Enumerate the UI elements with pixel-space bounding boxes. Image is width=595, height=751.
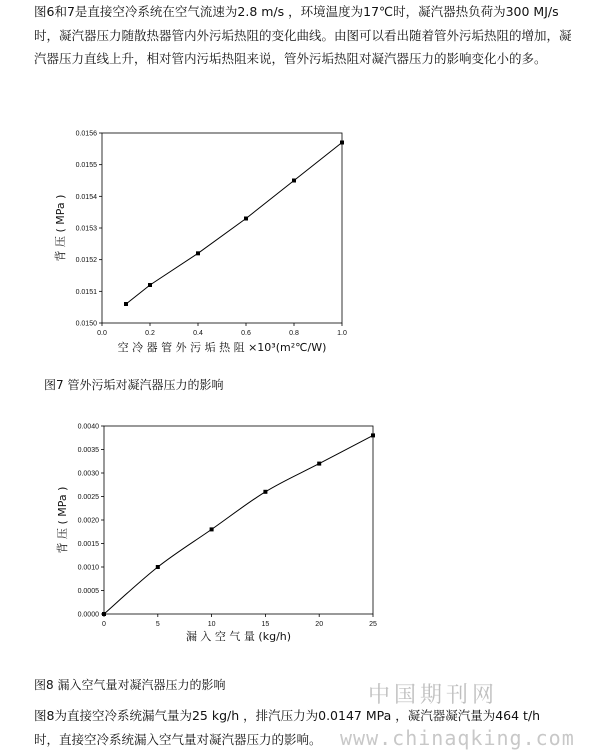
- x-tick-label: 20: [315, 621, 324, 628]
- data-point: [340, 141, 344, 145]
- x-tick-label: 0.2: [145, 330, 155, 337]
- y-tick-label: 0.0025: [77, 494, 99, 501]
- x-tick-label: 0: [102, 621, 106, 628]
- watermark-site-name: 中国期刊网: [368, 683, 499, 708]
- x-axis-label: 空 冷 器 管 外 污 垢 热 阻 ×10³(m²℃/W): [117, 341, 327, 354]
- y-tick-label: 0.0156: [75, 130, 97, 138]
- y-axis-label: 背 压 ( MPa ): [56, 486, 69, 554]
- x-tick-label: 0.4: [193, 330, 203, 337]
- y-tick-label: 0.0035: [77, 447, 99, 454]
- x-tick-label: 15: [261, 621, 270, 628]
- y-tick-label: 0.0155: [75, 162, 97, 170]
- figure-7-caption: 图7 管外污垢对凝汽器压力的影响: [44, 378, 224, 392]
- x-tick-label: 25: [369, 621, 377, 628]
- x-axis-label: 漏 入 空 气 量 (kg/h): [185, 630, 292, 643]
- y-tick-label: 0.0005: [77, 588, 99, 595]
- series-line: [126, 143, 342, 305]
- figure-8-caption: 图8 漏入空气量对凝汽器压力的影响: [34, 678, 226, 692]
- y-tick-label: 0.0154: [75, 193, 97, 201]
- fig8-paragraph: 图8为直接空冷系统漏气量为25 kg/h ，排汽压力为0.0147 MPa ，凝汽器凝汽量为464 t/h 时，直接空冷系统漏入空气量对凝汽器压力的影响。: [34, 708, 541, 747]
- y-tick-label: 0.0040: [77, 423, 99, 431]
- x-tick-label: 0.0: [97, 330, 107, 337]
- data-point: [124, 302, 128, 306]
- y-tick-label: 0.0153: [75, 225, 97, 233]
- x-tick-label: 10: [207, 621, 216, 628]
- y-tick-label: 0.0000: [77, 611, 99, 619]
- data-point: [292, 179, 296, 183]
- y-tick-label: 0.0015: [77, 541, 99, 548]
- watermark-url: www.chinaqking.com: [340, 726, 575, 750]
- y-tick-label: 0.0151: [75, 288, 97, 296]
- y-tick-label: 0.0150: [75, 320, 97, 328]
- x-tick-label: 0.6: [241, 330, 251, 337]
- data-point: [244, 217, 248, 221]
- intro-paragraph: 图6和7是直接空冷系统在空气流速为2.8 m/s ，环境温度为17℃时，凝汽器热负荷为300 MJ/s 时，凝汽器压力随散热器管内外污垢热阻的变化曲线。由图可以看出随着管外污垢热阻的增加，凝汽器压力直线上升，相对管内污垢热阻来说，管外污垢热阻对凝汽器压力的影响变化小的多。: [34, 4, 572, 66]
- y-axis-label: 背 压 ( MPa ): [54, 194, 67, 262]
- y-tick-label: 0.0010: [77, 564, 99, 572]
- data-point: [196, 251, 200, 255]
- x-tick-label: 0.8: [289, 330, 299, 337]
- x-tick-label: 5: [155, 621, 160, 628]
- y-tick-label: 0.0020: [77, 517, 99, 525]
- x-tick-label: 1.0: [337, 330, 347, 337]
- y-tick-label: 0.0152: [75, 257, 97, 265]
- y-tick-label: 0.0030: [77, 470, 99, 478]
- data-point: [148, 283, 152, 287]
